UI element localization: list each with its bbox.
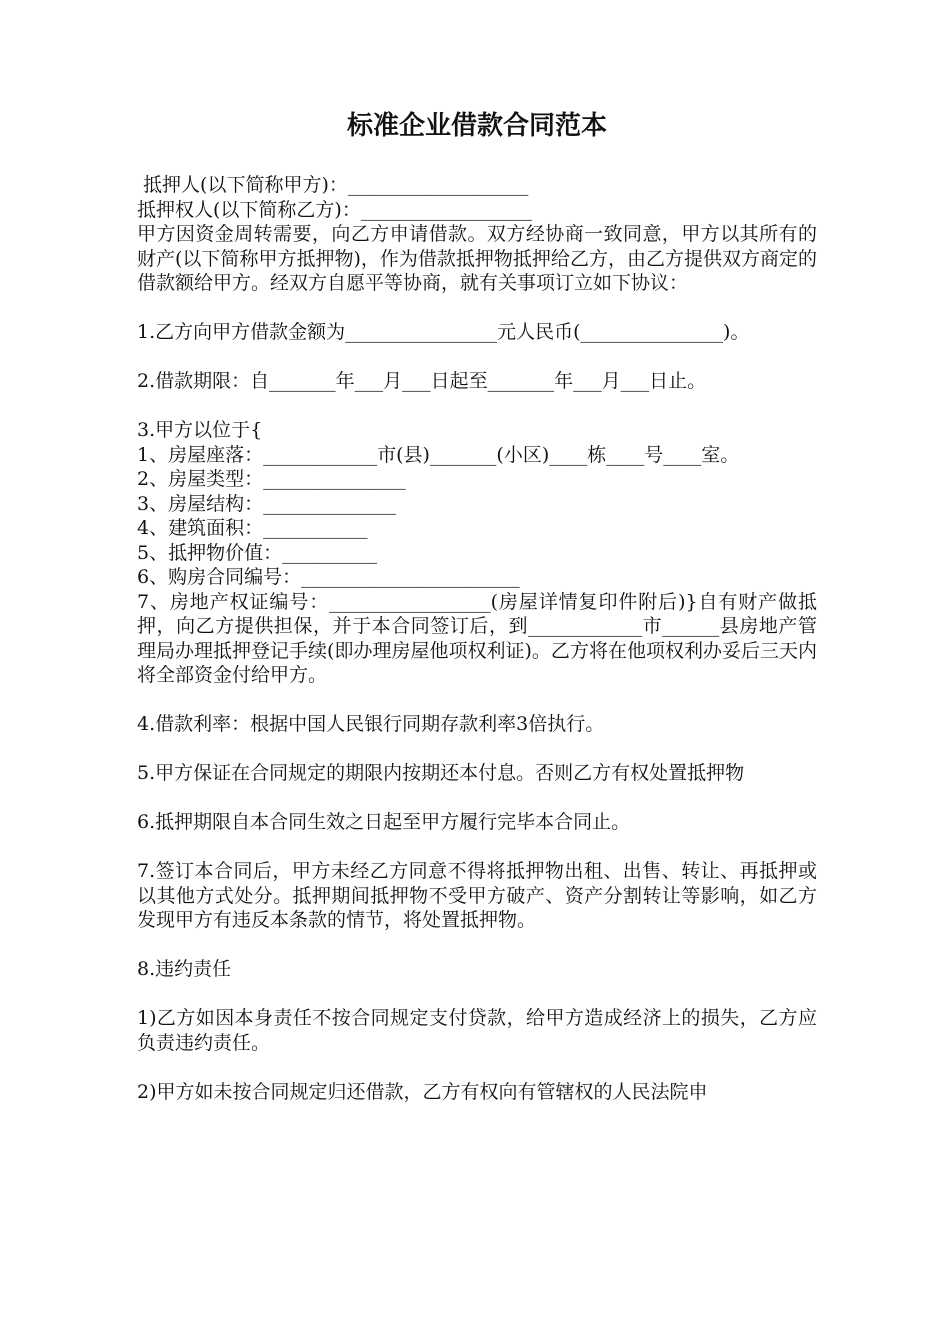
clause-8-item-1: 1)乙方如因本身责任不按合同规定支付贷款，给甲方造成经济上的损失，乙方应负责违约责任。 — [137, 1007, 817, 1054]
clause-3-item-1: 1、房屋座落：____________市(县)_______(小区)____栋____号____室。 — [137, 443, 740, 466]
document-title: 标准企业借款合同范本 — [346, 111, 607, 141]
paragraph-gap — [137, 394, 817, 419]
clause-2: 2.借款期限：自_______年___月___日起至_______年___月___日止。 — [137, 370, 707, 392]
party-a-line: 抵押人(以下简称甲方)：___________________ — [137, 174, 529, 196]
clause-3-item-3: 3、房屋结构：______________ — [137, 492, 397, 515]
paragraph-gap — [137, 933, 817, 958]
paragraph-gap — [137, 345, 817, 370]
paragraph-gap — [137, 688, 817, 713]
clause-3-item-7: 7、房地产权证编号：_________________(房屋详情复印件附后)}自有财产做抵押，向乙方提供担保，并于本合同签订后，到____________市______县房地产管理局办理抵押登记手续(即办理房屋他项权利证)。乙方将在他项权利办妥后三天内将全部资金付给甲方。 — [137, 590, 817, 686]
clause-3: 3.甲方以位于{ — [137, 419, 263, 441]
paragraph-gap — [137, 296, 817, 321]
clause-4: 4.借款利率：根据中国人民银行同期存款利率3倍执行。 — [137, 713, 605, 735]
document-body — [137, 173, 817, 1104]
clause-3-item-4: 4、建筑面积：___________ — [137, 517, 368, 539]
paragraph-gap — [137, 1055, 817, 1080]
paragraph-gap — [137, 737, 817, 762]
paragraph-gap — [137, 786, 817, 811]
paragraph-gap — [137, 982, 817, 1007]
clause-8-item-2: 2)甲方如未按合同规定归还借款，乙方有权向有管辖权的人民法院申 — [137, 1080, 708, 1103]
party-b-line: 抵押权人(以下简称乙方)：__________________ — [137, 198, 532, 221]
clause-3-item-5: 5、抵押物价值：__________ — [137, 541, 378, 564]
clause-8-heading: 8.违约责任 — [137, 958, 232, 980]
paragraph-gap — [137, 835, 817, 860]
clause-6: 6.抵押期限自本合同生效之日起至甲方履行完毕本合同止。 — [137, 811, 631, 833]
clause-3-item-2: 2、房屋类型：_______________ — [137, 468, 406, 490]
clause-3-item-6: 6、购房合同编号：_______________________ — [137, 566, 520, 588]
preamble-paragraph: 甲方因资金周转需要，向乙方申请借款。双方经协商一致同意，甲方以其所有的财产(以下简称甲方抵押物)，作为借款抵押物抵押给乙方，由乙方提供双方商定的借款额给甲方。经双方自愿平等协商，就有关事项订立如下协议： — [137, 223, 817, 294]
clause-1: 1.乙方向甲方借款金额为________________元人民币(_______________)。 — [137, 321, 750, 343]
clause-7: 7.签订本合同后，甲方未经乙方同意不得将抵押物出租、出售、转让、再抵押或以其他方式处分。抵押期间抵押物不受甲方破产、资产分割转让等影响，如乙方发现甲方有违反本条款的情节，将处置抵押物。 — [137, 860, 817, 931]
clause-5: 5.甲方保证在合同规定的期限内按期还本付息。否则乙方有权处置抵押物 — [137, 762, 745, 784]
